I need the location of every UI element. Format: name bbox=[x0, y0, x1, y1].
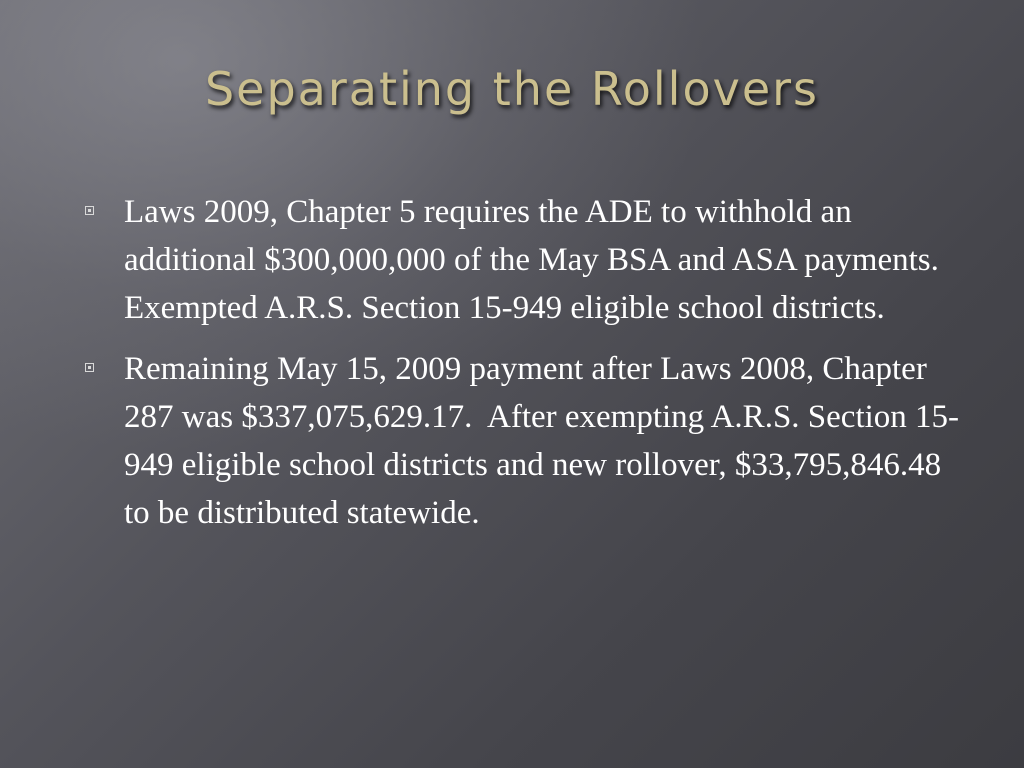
square-bullet-icon bbox=[85, 206, 94, 215]
bullet-text: Remaining May 15, 2009 payment after Laws 2008, Chapter 287 was $337,075,629.17. After exempting A.R.S. Section 15-949 eligible school districts and new rollover, $33,795,846.48 to be distributed statewide. bbox=[124, 351, 960, 531]
bullet-item bbox=[80, 345, 970, 537]
square-bullet-icon bbox=[85, 363, 94, 372]
bullet-list bbox=[80, 188, 970, 550]
bullet-item bbox=[80, 188, 970, 332]
slide-title: Separating the Rollovers bbox=[204, 62, 820, 116]
bullet-text: Laws 2009, Chapter 5 requires the ADE to withhold an additional $300,000,000 of the May BSA and ASA payments. Exempted A.R.S. Section 15-949 eligible school districts. bbox=[124, 194, 956, 326]
